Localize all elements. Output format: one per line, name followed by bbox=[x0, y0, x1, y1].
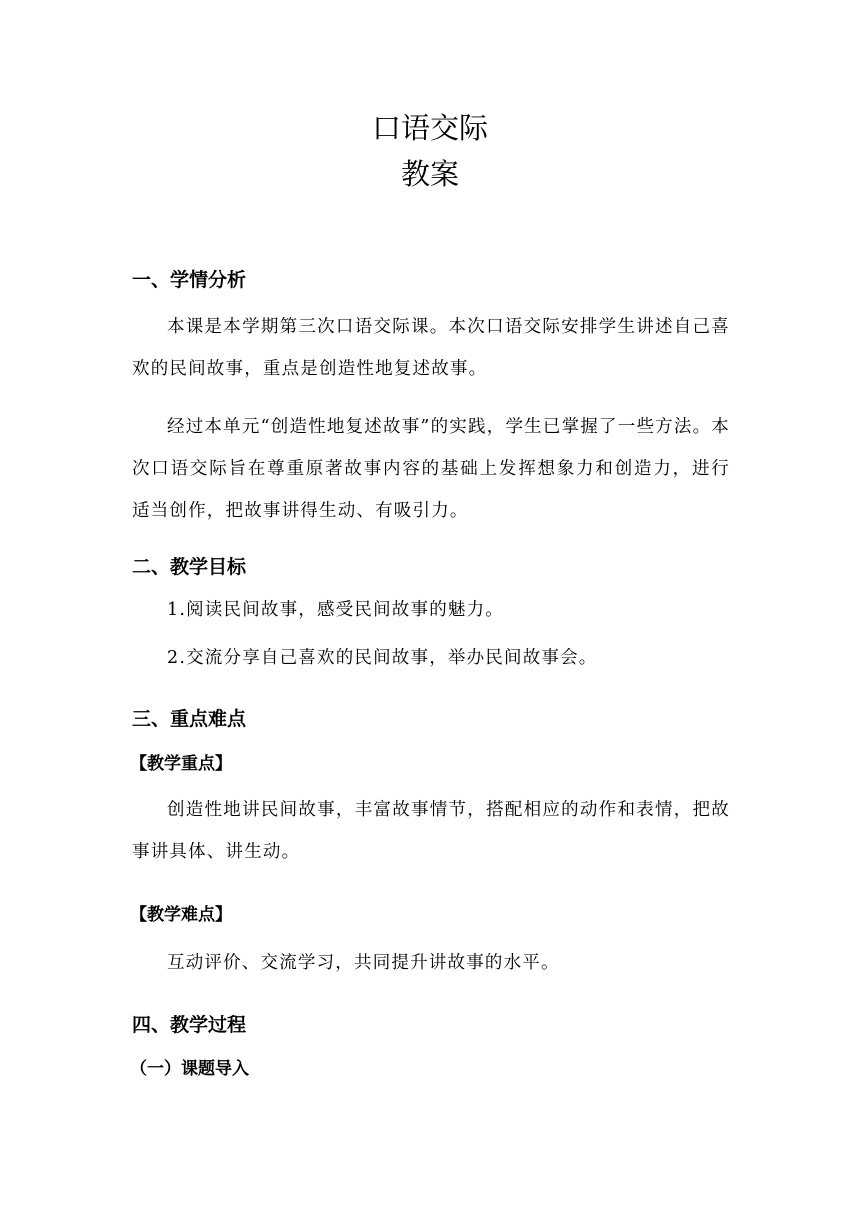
title-line-2: 教案 bbox=[400, 157, 459, 191]
section-heading-key-points: 三、重点难点 bbox=[132, 708, 247, 730]
analysis-paragraph-1: 本课是本学期第三次口语交际课。本次口语交际安排学生讲述自己喜欢的民间故事，重点是创造性地复述故事。 bbox=[132, 317, 730, 379]
objective-item-1: 1.阅读民间故事，感受民间故事的魅力。 bbox=[167, 600, 504, 620]
process-subheading-1: （一）课题导入 bbox=[130, 1059, 249, 1079]
title-line-1: 口语交际 bbox=[371, 111, 488, 145]
difficulty-text: 互动评价、交流学习，共同提升讲故事的水平。 bbox=[167, 953, 560, 973]
key-point-text: 创造性地讲民间故事，丰富故事情节，搭配相应的动作和表情，把故事讲具体、讲生动。 bbox=[132, 800, 730, 862]
section-heading-objectives: 二、教学目标 bbox=[132, 556, 247, 578]
difficulty-label: 【教学难点】 bbox=[130, 905, 232, 925]
analysis-paragraph-2: 经过本单元“创造性地复述故事”的实践，学生已掌握了一些方法。本次口语交际旨在尊重原著故事内容的基础上发挥想象力和创造力，进行适当创作，把故事讲得生动、有吸引力。 bbox=[132, 417, 730, 521]
section-heading-analysis: 一、学情分析 bbox=[132, 269, 247, 291]
section-heading-process: 四、教学过程 bbox=[132, 1014, 247, 1036]
objective-item-2: 2.交流分享自己喜欢的民间故事，举办民间故事会。 bbox=[167, 648, 598, 668]
key-point-label: 【教学重点】 bbox=[130, 754, 232, 774]
